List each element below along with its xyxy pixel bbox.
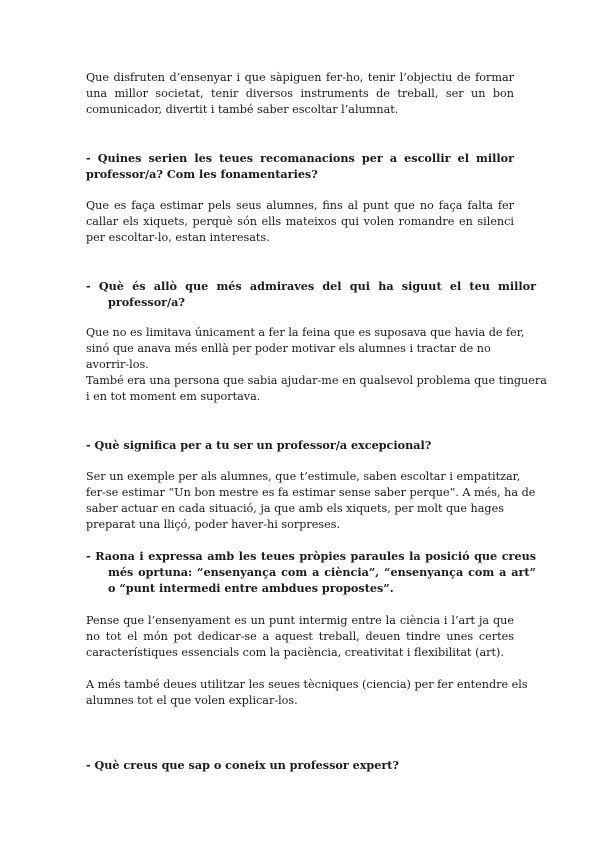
answer-2-line: i en tot moment em suportava.: [86, 390, 261, 403]
answer-4b: [86, 677, 528, 709]
answer-3-line: Ser un exemple per als alumnes, que t’estimule, saben escoltar i empatitzar,: [86, 470, 521, 483]
question-3: - Què significa per a tu ser un professor/a excepcional?: [86, 438, 432, 452]
answer-3-line: saber actuar en cada situació, ja que amb els xiquets, per molt que hages: [86, 502, 504, 515]
answer-4: Pense que l’ensenyament es un punt intermig entre la ciència i l’art ja que no tot el món pot dedicar-se a aquest treball, deuen tindre unes certes característiques essencials com la paciència, creativitat i flexibilitat (art).: [86, 614, 514, 659]
question-5: - Què creus que sap o coneix un professor expert?: [86, 758, 399, 772]
answer-3: [86, 469, 536, 533]
answer-2-line: avorrir-los.: [86, 358, 149, 371]
answer-4b-line: alumnes tot el que volen explicar-los.: [86, 694, 298, 707]
answer-1: Que es faça estimar pels seus alumnes, fins al punt que no faça falta fer callar els xiquets, perquè són ells mateixos qui volen romandre en silenci per escoltar-lo, estan interesats.: [86, 199, 514, 244]
question-2: - Què és allò que més admiraves del qui ha siguut el teu millor professor/a?: [86, 279, 536, 309]
answer-2: [86, 325, 547, 405]
question-4: - Raona i expressa amb les teues pròpies paraules la posició que creus més oprtuna: “ensenyança com a ciència”, “ensenyança com a art” o “punt intermedi entre ambdues propostes”.: [86, 549, 536, 595]
intro-paragraph: Que disfruten d’ensenyar i que sàpiguen fer-ho, tenir l’objectiu de formar una millor societat, tenir diversos instruments de treball, ser un bon comunicador, divertit i també saber escoltar l’alumnat.: [86, 71, 514, 116]
answer-4b-line: A més també deues utilitzar les seues tècniques (ciencia) per fer entendre els: [86, 678, 528, 691]
question-1: - Quines serien les teues recomanacions per a escollir el millor professor/a? Com les fonamentaries?: [86, 151, 514, 181]
answer-3-line: fer-se estimar “Un bon mestre es fa estimar sense saber perque”. A més, ha de: [86, 486, 536, 499]
answer-2-line: També era una persona que sabia ajudar-me en qualsevol problema que tinguera: [86, 374, 547, 387]
answer-2-line: sinó que anava més enllà per poder motivar els alumnes i tractar de no: [86, 342, 491, 355]
answer-3-line: preparat una lliçó, poder haver-hi sorpreses.: [86, 518, 340, 531]
answer-2-line: Que no es limitava únicament a fer la feina que es suposava que havia de fer,: [86, 326, 525, 339]
